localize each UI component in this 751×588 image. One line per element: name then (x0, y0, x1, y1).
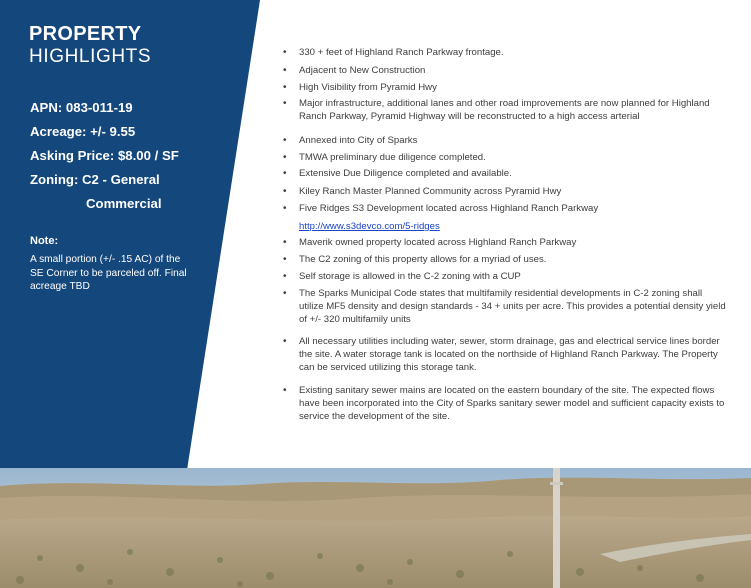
list-item-text: Annexed into City of Sparks (299, 135, 418, 146)
bullet-icon: • (283, 135, 287, 146)
list-item-text: Major infrastructure, additional lanes and other road improvements are now planned for Highland Ranch Parkway, Pyramid Highway will be reconstructed to a high access arterial (299, 98, 710, 122)
bullet-icon: • (283, 271, 287, 282)
list-item-text: The C2 zoning of this property allows for a myriad of uses. (299, 254, 547, 265)
property-facts (30, 100, 179, 220)
apn-label: APN: 083-011-19 (30, 100, 133, 115)
list-item-text: Kiley Ranch Master Planned Community across Pyramid Hwy (299, 186, 562, 197)
list-item-text: TMWA preliminary due diligence completed. (299, 152, 486, 163)
list-item-text: 330 + feet of Highland Ranch Parkway frontage. (299, 47, 504, 58)
asking-price-label: Asking Price: $8.00 / SF (30, 148, 179, 163)
section-title (29, 24, 151, 66)
title-highlights: HIGHLIGHTS (29, 46, 152, 67)
note-heading: Note: (30, 235, 59, 247)
zoning-label: Zoning: C2 - General (30, 172, 160, 187)
bullet-icon: • (283, 385, 287, 396)
bullet-icon: • (283, 152, 287, 163)
bullet-icon: • (283, 82, 287, 93)
acreage-label: Acreage: +/- 9.55 (30, 124, 136, 139)
list-item-text: The Sparks Municipal Code states that multifamily residential developments in C-2 zoning shall utilize MF5 density and design standards - 34 + units per acre. This provides a potential density yield of +/- 320 multifamily units (299, 288, 726, 325)
list-item-text: Adjacent to New Construction (299, 65, 426, 76)
bullet-icon: • (283, 98, 287, 109)
bullet-icon: • (283, 65, 287, 76)
bullet-icon: • (283, 203, 287, 214)
zoning-label-continued: Commercial (86, 196, 162, 211)
bullet-icon: • (283, 336, 287, 347)
list-item-text: High Visibility from Pyramid Hwy (299, 82, 437, 93)
bullet-icon: • (283, 168, 287, 179)
bullet-icon: • (283, 288, 287, 299)
note-text: A small portion (+/- .15 AC) of the SE Corner to be parceled off. Final acreage TBD (30, 254, 187, 293)
bullet-icon: • (283, 254, 287, 265)
list-item-text: Maverik owned property located across Highland Ranch Parkway (299, 237, 577, 248)
list-item-text: Self storage is allowed in the C-2 zoning with a CUP (299, 271, 521, 282)
bullet-icon: • (283, 237, 287, 248)
list-item-text: Existing sanitary sewer mains are located on the eastern boundary of the site. The expected flows have been incorporated into the City of Sparks sanitary sewer model and sufficient capacity exists to service the development of the site. (299, 385, 725, 422)
bullet-icon: • (283, 186, 287, 197)
five-ridges-link[interactable]: http://www.s3devco.com/5-ridges (299, 221, 440, 232)
title-property: PROPERTY (29, 23, 142, 45)
bullet-icon: • (283, 47, 287, 58)
site-photo (0, 468, 751, 588)
list-item-text: All necessary utilities including water, sewer, storm drainage, gas and electrical service lines border the site. A water storage tank is located on the northside of Highland Ranch Parkway. The Property can be serviced utilizing this storage tank. (299, 336, 720, 373)
list-item-text: Extensive Due Diligence completed and available. (299, 168, 512, 179)
list-item-text: Five Ridges S3 Development located across Highland Ranch Parkway (299, 203, 599, 214)
